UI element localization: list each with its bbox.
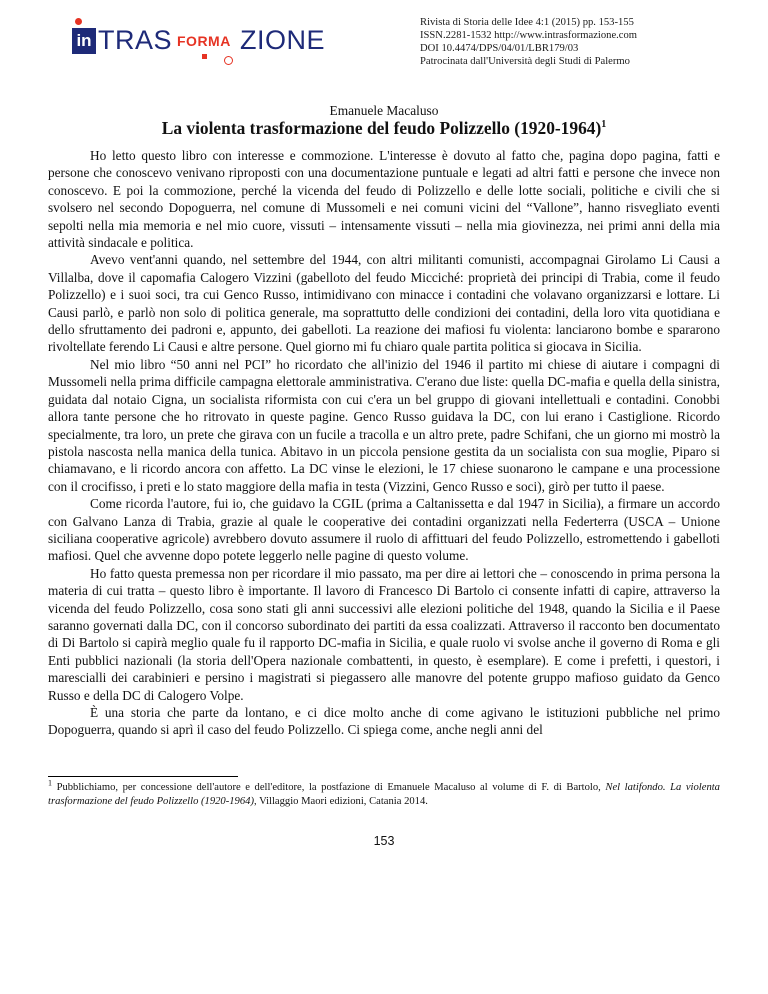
footnote-number: 1 <box>48 778 52 788</box>
page-number: 153 <box>373 834 395 848</box>
footnote-divider <box>48 776 238 777</box>
journal-patronage: Patrocinata dall'Università degli Studi di Palermo <box>420 56 630 67</box>
paragraph-3: Nel mio libro “50 anni nel PCI” ho ricordato che all'inizio del 1946 il partito mi chiese di aiutare i compagni di Mussomeli nella prima difficile campagna elettorale amministrativa. C'erano due liste: quella DC-mafia e quella della sinistra, guidata dal notaio Cigna, un socialista riformista con cui c'era un bel gruppo di giovani intellettuali e contadini. Conobbi allora tante persone che ho ritrovato in queste pagine. Genco Russo guidava la DC, con lui erano i Castiglione. Ricordo specialmente, tra loro, un prete che girava con un fucile a tracolla e un altro prete, padre Schifani, che un giorno mi mostrò la pistola nascosta nella manica della tunica. Abitavo in un piccola pensione gestita da un socialista con sua moglie, Piparo si chiamavano, e li ricordo ancora con affetto. La DC vinse le elezioni, le 17 chiese suonarono le campane e una processione con il crocifisso, i preti e lo stato maggiore della mafia in testa (Vizzini, Genco Russo e soci), girò per tutto il paese. <box>48 356 720 494</box>
logo-word-tras: TRAS <box>98 25 173 55</box>
journal-doi: DOI 10.4474/DPS/04/01/LBR179/03 <box>420 43 579 54</box>
logo-dot-icon <box>75 18 82 25</box>
article-author: Emanuele Macaluso <box>329 103 439 118</box>
paragraph-6: È una storia che parte da lontano, e ci dice molto anche di come agivano le istituzioni pubbliche nel primo Dopoguerra, quando si aprì il caso del feudo Polizzello. Ci spiega come, anche negli anni del <box>48 705 720 738</box>
paragraph-2: Avevo vent'anni quando, nel settembre del 1944, con altri militanti comunisti, accompagnai Girolamo Li Causi a Villalba, dove il capomafia Calogero Vizzini (gabelloto del feudo Micciché: proprietà dei principi di Trabia, come il feudo Polizzello) e i suoi soci, tra cui Genco Russo, intimidivano con minacce i contadini che volavano organizzarsi e lottare. Li Causi parlò, e parlò non solo di politica generale, ma soprattutto delle condizioni dei contadini, della loro vita quotidiana e dello sfruttamento dei padroni e, appunto, dei gabelloti. La reazione dei mafiosi fu violenta: lanciarono bombe e spararono rivoltellate ferendo Li Causi e altre persone. Quel giorno mi fu chiaro quale partita politica si giocava in Sicilia. <box>48 252 720 355</box>
journal-issn-url: ISSN.2281-1532 http://www.intrasformazione.com <box>420 30 638 41</box>
footnote-text-before: Pubblichiamo, per concessione dell'autore e dell'editore, la postfazione di Emanuele Macaluso al volume di F. di Bartolo, <box>56 782 606 793</box>
logo-circle-icon <box>224 56 233 65</box>
intrasformazione-logo <box>72 24 326 68</box>
article-title <box>0 118 768 139</box>
logo-word-zione: ZIONE <box>240 25 326 55</box>
journal-citation: Rivista di Storia delle Idee 4:1 (2015) pp. 153-155 <box>420 17 634 28</box>
article-body <box>48 147 720 739</box>
logo-word-forma: FORMA <box>177 33 231 49</box>
paragraph-5: Ho fatto questa premessa non per ricordare il mio passato, ma per dire ai lettori che – conoscendo in prima persona la materia di cui tratta – questo libro è importante. Il lavoro di Francesco Di Bartolo ci consente infatti di capire, attraverso la vicenda del feudo Polizzello, cosa sono stati gli anni successivi alle elezioni politiche del 1948, quando la Sicilia e il Paese saranno governati dalla DC, con il concorso subordinato dei partiti da essa coalizzati. Attraverso il racconto ben documentato di Di Bartolo si capirà meglio quale fu il rapporto DC-mafia in Sicilia, e quale ruolo vi svolse anche il governo di Roma e gli Enti pubblici nazionali (la storia dell'Opera nazionale combattenti, in questo, è esemplare). E come i prefetti, i questori, i marescialli dei carabinieri e persino i magistrati si piegassero alle manovre del potente gruppo mafioso guidato da Genco Russo e della DC di Calogero Volpe. <box>48 565 720 703</box>
logo-mark: in <box>72 28 96 54</box>
journal-header <box>420 16 637 68</box>
footnote <box>48 778 720 809</box>
footnote-text-after: , Villaggio Maori edizioni, Catania 2014. <box>253 796 428 807</box>
footnote-ref[interactable]: 1 <box>601 119 607 131</box>
logo-square-icon <box>202 54 207 59</box>
footnote-book-title: Nel latifondo. La violenta trasformazione del feudo Polizzello (1920-1964) <box>48 782 720 807</box>
article-title-text: La violenta trasformazione del feudo Polizzello (1920-1964) <box>161 118 602 138</box>
paragraph-4: Come ricorda l'autore, fui io, che guidavo la CGIL (prima a Caltanissetta e dal 1947 in Sicilia), a firmare un accordo con Galvano Lanza di Trabia, grazie al quale le cooperative dei contadini organizzati nella Federterra (USCA – Unione siciliana cooperative agricole) avrebbero dovuto assumere il ruolo di affittuari del feudo Polizzello, estromettendo i gabelloti mafiosi. Quel che avvenne dopo potete leggerlo nelle pagine di questo volume. <box>48 496 720 564</box>
paragraph-1: Ho letto questo libro con interesse e commozione. L'interesse è dovuto al fatto che, pagina dopo pagina, fatti e persone che conoscevo venivano riproposti con una documentazione puntuale e legati ad altri fatti e persone che invece non conoscevo. E poi la commozione, perché la vicenda del feudo di Polizzello e delle lotte sociali, politiche e civili che si svolsero nel secondo Dopoguerra, nel comune di Mussomeli e nei comuni vicini del “Vallone”, hanno risvegliato eventi sepolti nella mia memoria e nel mio cuore, vissuti – intensamente vissuti – nella mia giovinezza, nei primi anni della mia attività sindacale e politica. <box>48 148 720 251</box>
